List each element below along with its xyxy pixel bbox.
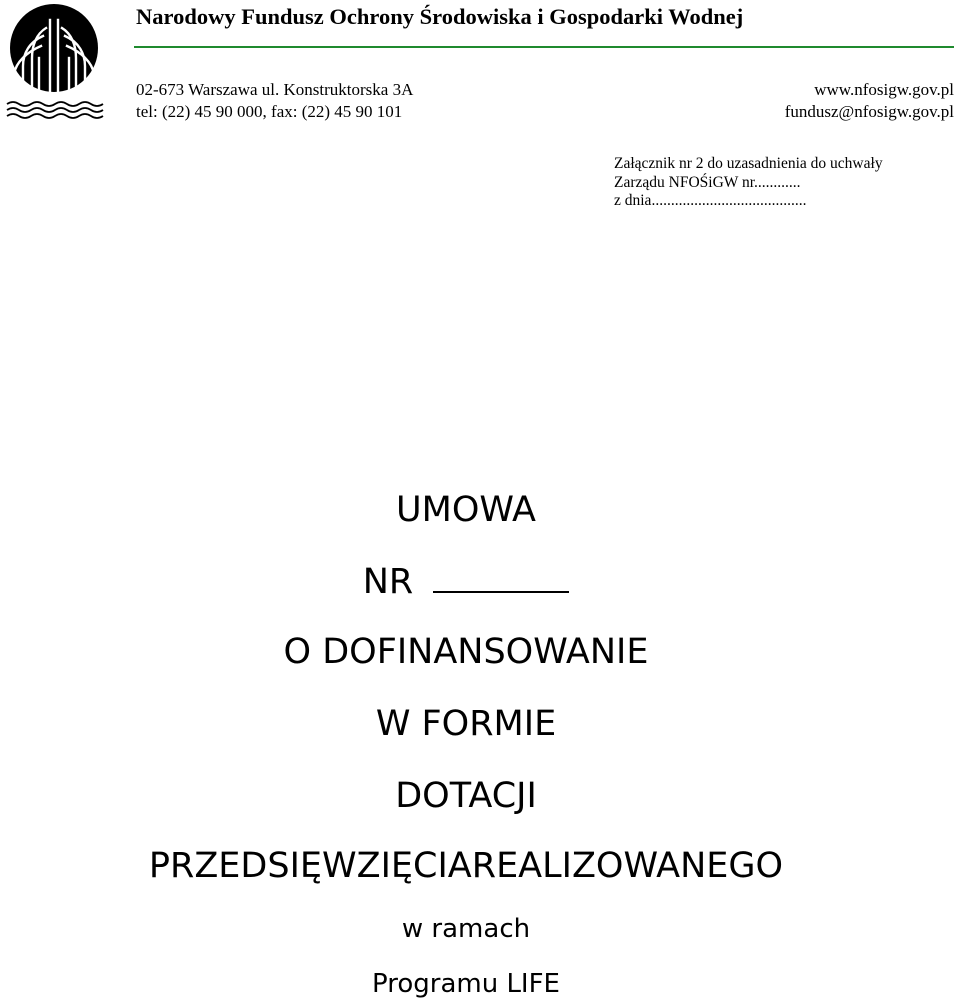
address-line-2: tel: (22) 45 90 000, fax: (22) 45 90 101 [136, 102, 403, 121]
address-line-1: 02-673 Warszawa ul. Konstruktorska 3A [136, 80, 414, 99]
attachment-line-3: z dnia........................................ [614, 192, 807, 209]
title-program: Programu LIFE [372, 969, 560, 999]
title-dofinansowanie: O DOFINANSOWANIE [283, 632, 649, 672]
title-dotacji: DOTACJI [395, 776, 537, 816]
header-divider [134, 46, 954, 48]
organization-name: Narodowy Fundusz Ochrony Środowiska i Gospodarki Wodnej [136, 4, 744, 29]
contract-number-blank [433, 561, 569, 593]
title-nr-label: NR [362, 562, 414, 602]
title-w-formie: W FORMIE [375, 704, 557, 744]
nfosigw-logo-icon [3, 4, 105, 122]
title-przedsiewziecia: PRZEDSIĘWZIĘCIAREALIZOWANEGO [148, 846, 784, 886]
website-link[interactable]: www.nfosigw.gov.pl [814, 80, 954, 99]
attachment-note [614, 155, 883, 211]
email-link[interactable]: fundusz@nfosigw.gov.pl [784, 102, 954, 121]
title-umowa: UMOWA [396, 490, 536, 530]
attachment-line-1: Załącznik nr 2 do uzasadnienia do uchwały [614, 155, 883, 172]
attachment-line-2: Zarządu NFOŚiGW nr............ [614, 173, 801, 191]
title-w-ramach: w ramach [401, 914, 531, 944]
title-number [0, 560, 932, 604]
